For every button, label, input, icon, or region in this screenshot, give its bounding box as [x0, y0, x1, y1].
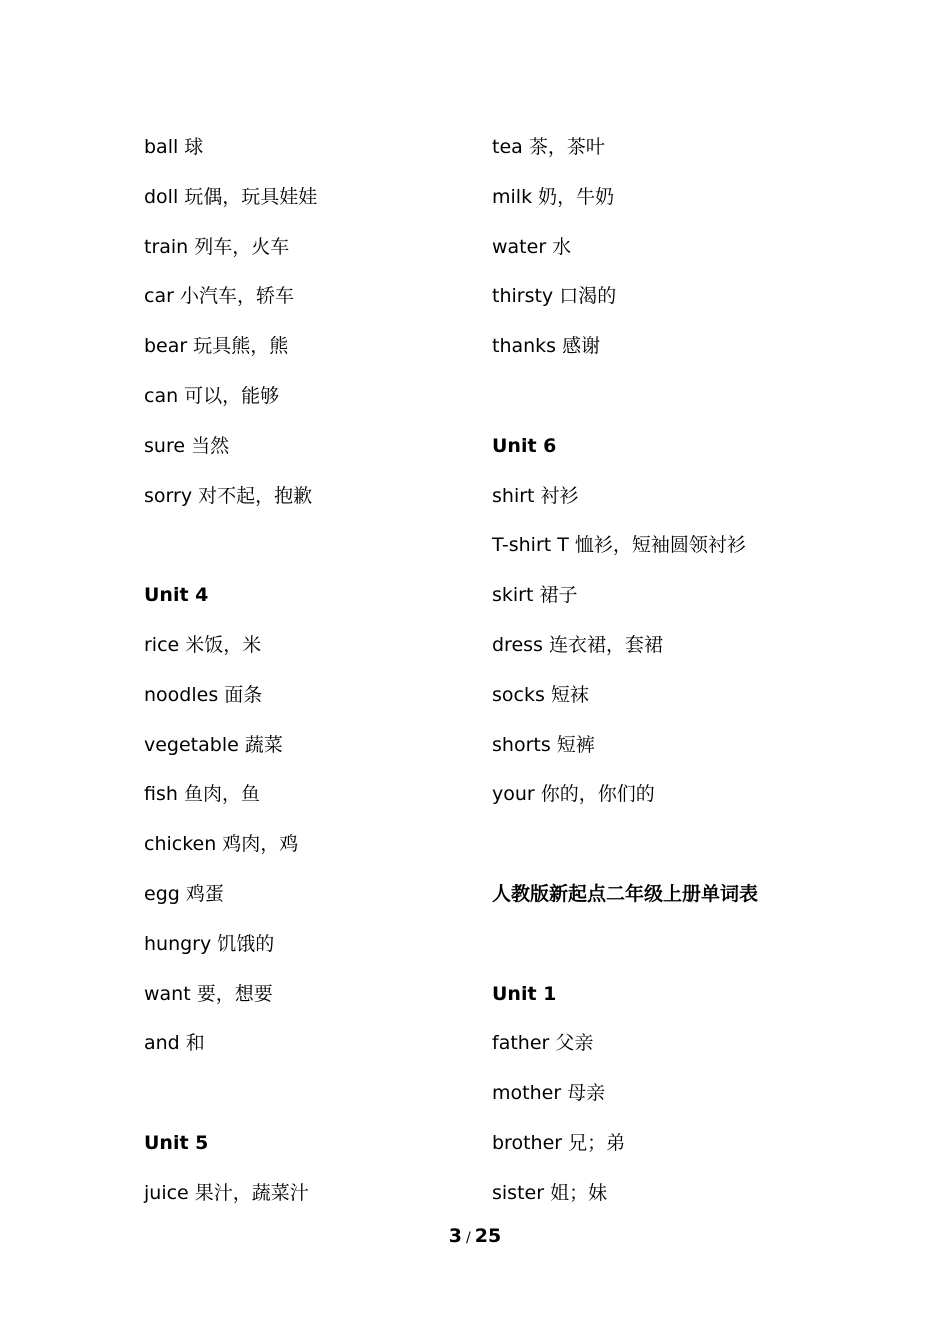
page-separator: /: [466, 1230, 471, 1246]
section-heading: 人教版新起点二年级上册单词表: [492, 882, 759, 905]
total-page-count: 25: [474, 1225, 502, 1247]
vocab-entry: father 父亲: [492, 1032, 594, 1055]
vocab-entry: skirt 裙子: [492, 584, 578, 607]
left-word-column: [144, 123, 474, 1219]
vocab-entry: vegetable 蔬菜: [144, 733, 283, 756]
vocab-entry: T-shirt T 恤衫，短袖圆领衬衫: [492, 534, 746, 557]
page-number-footer: [0, 1222, 950, 1252]
vocab-entry: thanks 感谢: [492, 335, 601, 358]
vocab-entry: mother 母亲: [492, 1082, 606, 1105]
vocab-entry: dress 连衣裙，套裙: [492, 633, 663, 656]
vocab-entry: car 小汽车，轿车: [144, 285, 294, 308]
blank-line: [144, 521, 474, 571]
vocab-entry: sorry 对不起，抱歉: [144, 484, 313, 507]
blank-line: [492, 820, 892, 870]
vocab-entry: milk 奶，牛奶: [492, 185, 615, 208]
section-heading: Unit 4: [144, 584, 209, 607]
vocab-entry: ball 球: [144, 136, 204, 158]
vocab-entry: juice 果汁，蔬菜汁: [144, 1181, 309, 1204]
section-heading: Unit 6: [492, 434, 557, 457]
vocab-entry: can 可以，能够: [144, 384, 280, 407]
vocab-entry: and 和: [144, 1032, 205, 1055]
vocab-entry: hungry 饥饿的: [144, 932, 275, 955]
vocab-entry: water 水: [492, 235, 572, 258]
vocab-entry: shirt 衬衫: [492, 484, 579, 507]
blank-line: [144, 1069, 474, 1119]
vocab-entry: thirsty 口渴的: [492, 285, 617, 308]
section-heading: Unit 5: [144, 1131, 209, 1154]
vocab-entry: brother 兄；弟: [492, 1131, 626, 1154]
vocab-entry: want 要，想要: [144, 982, 273, 1005]
blank-line: [492, 920, 892, 970]
vocab-entry: doll 玩偶，玩具娃娃: [144, 185, 318, 208]
vocab-entry: your 你的，你们的: [492, 783, 655, 806]
current-page-number: 3: [448, 1225, 463, 1247]
blank-line: [492, 372, 892, 422]
vocab-entry: fish 鱼肉，鱼: [144, 783, 260, 806]
vocab-entry: shorts 短裤: [492, 733, 595, 756]
vocab-entry: sister 姐；妹: [492, 1181, 608, 1204]
vocab-entry: tea 茶，茶叶: [492, 136, 605, 158]
vocab-entry: noodles 面条: [144, 683, 263, 706]
right-word-column: [492, 123, 892, 1219]
vocab-entry: sure 当然: [144, 434, 230, 457]
vocab-entry: chicken 鸡肉，鸡: [144, 833, 299, 856]
vocab-entry: bear 玩具熊，熊: [144, 335, 289, 358]
vocab-entry: egg 鸡蛋: [144, 882, 224, 905]
vocab-entry: socks 短袜: [492, 683, 589, 706]
vocab-entry: rice 米饭，米: [144, 633, 262, 656]
vocab-entry: train 列车，火车: [144, 235, 290, 258]
section-heading: Unit 1: [492, 982, 557, 1005]
